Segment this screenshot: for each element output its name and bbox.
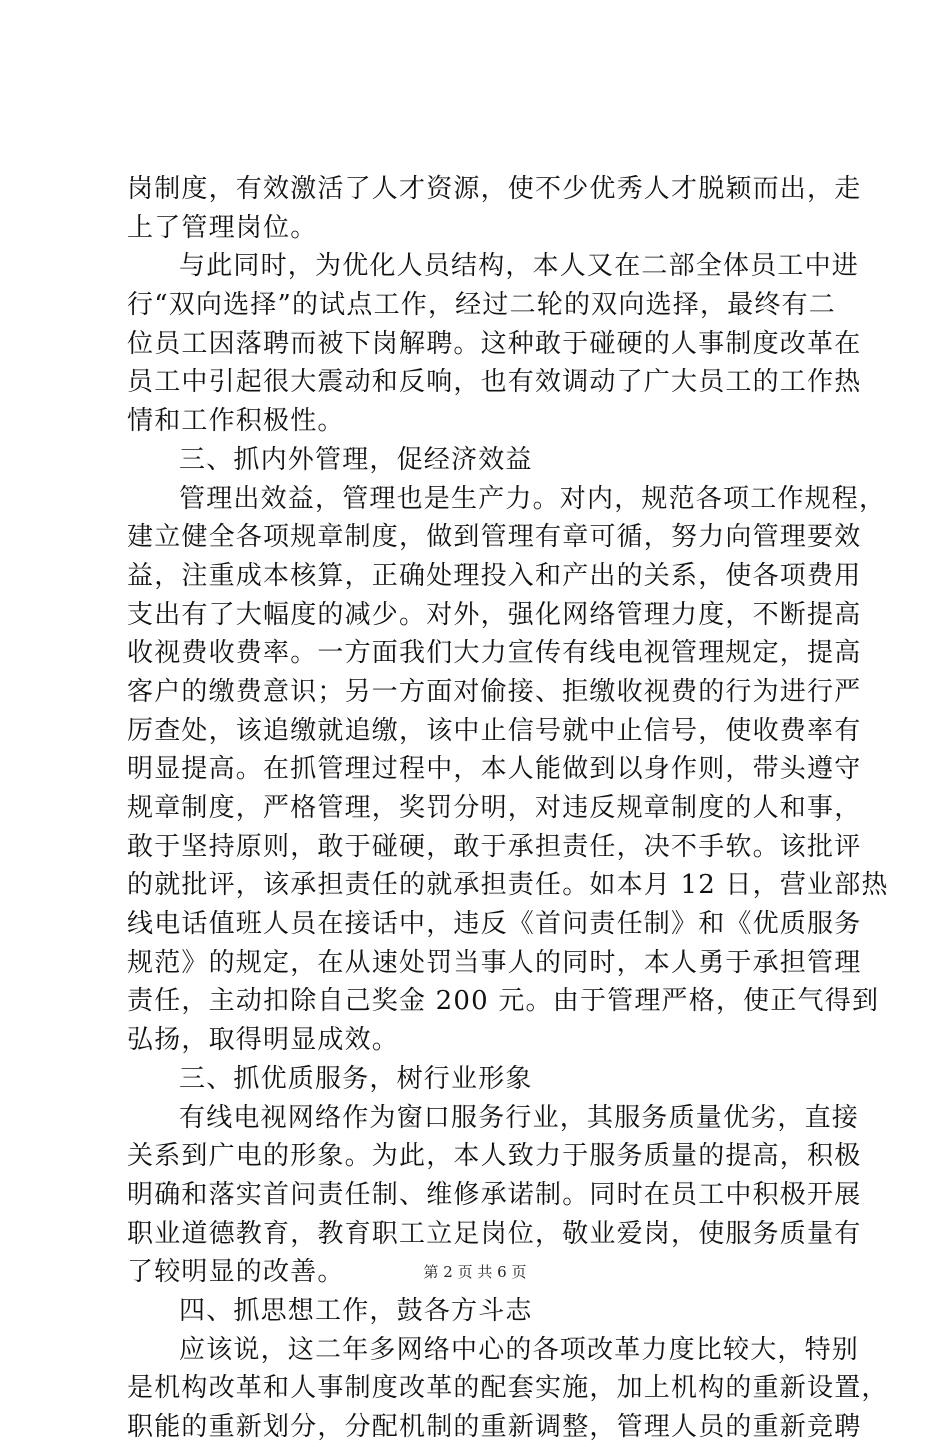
text-line: 上了管理岗位。 bbox=[127, 212, 318, 243]
text-line: 情和工作积极性。 bbox=[127, 406, 345, 437]
text-line: 收视费收费率。一方面我们大力宣传有线电视管理规定，提高 bbox=[127, 638, 862, 669]
text-line: 敢于坚持原则，敢于碰硬，敢于承担责任，决不手软。该批评 bbox=[127, 831, 862, 862]
text-line: 责任，主动扣除自己奖金 200 元。由于管理严格，使正气得到 bbox=[127, 986, 880, 1017]
text-line: 规章制度，严格管理，奖罚分明，对违反规章制度的人和事， bbox=[127, 793, 862, 823]
page-footer: 第 2 页 共 6 页 bbox=[423, 1263, 527, 1281]
text-line: 职业道德教育，教育职工立足岗位，敬业爱岗，使服务质量有 bbox=[127, 1218, 862, 1249]
text-line: 的就批评，该承担责任的就承担责任。如本月 12 日，营业部热 bbox=[127, 870, 889, 901]
text-line: 是机构改革和人事制度改革的配套实施，加上机构的重新设置， bbox=[127, 1373, 889, 1404]
text-line: 三、抓内外管理，促经济效益 bbox=[179, 444, 533, 475]
text-line: 行“双向选择”的试点工作，经过二轮的双向选择，最终有二 bbox=[127, 290, 836, 321]
text-line: 明显提高。在抓管理过程中，本人能做到以身作则，带头遵守 bbox=[127, 754, 862, 785]
text-line: 岗制度，有效激活了人才资源，使不少优秀人才脱颖而出，走 bbox=[127, 174, 862, 204]
text-line: 厉查处，该追缴就追缴，该中止信号就中止信号，使收费率有 bbox=[127, 715, 862, 746]
text-line: 规范》的规定，在从速处罚当事人的同时，本人勇于承担管理 bbox=[127, 947, 862, 978]
text-line: 应该说，这二年多网络中心的各项改革力度比较大，特别 bbox=[179, 1334, 860, 1365]
text-line: 建立健全各项规章制度，做到管理有章可循，努力向管理要效 bbox=[127, 522, 862, 553]
text-line: 位员工因落聘而被下岗解聘。这种敢于碰硬的人事制度改革在 bbox=[127, 328, 862, 359]
text-line: 四、抓思想工作，鼓各方斗志 bbox=[179, 1295, 533, 1326]
text-line: 与此同时，为优化人员结构，本人又在二部全体员工中进 bbox=[179, 251, 860, 282]
text-line: 职能的重新划分，分配机制的重新调整，管理人员的重新竞聘 bbox=[127, 1412, 862, 1442]
text-line: 有线电视网络作为窗口服务行业，其服务质量优劣，直接 bbox=[179, 1102, 860, 1133]
text-line: 关系到广电的形象。为此，本人致力于服务质量的提高，积极 bbox=[127, 1141, 862, 1172]
text-line: 明确和落实首问责任制、维修承诺制。同时在员工中积极开展 bbox=[127, 1179, 862, 1210]
text-line: 支出有了大幅度的减少。对外，强化网络管理力度，不断提高 bbox=[127, 599, 862, 630]
text-line: 员工中引起很大震动和反响，也有效调动了广大员工的工作热 bbox=[127, 367, 862, 398]
text-line: 线电话值班人员在接话中，违反《首问责任制》和《优质服务 bbox=[127, 909, 862, 940]
text-line: 三、抓优质服务，树行业形象 bbox=[179, 1063, 533, 1094]
text-line: 了较明显的改善。 bbox=[127, 1257, 345, 1288]
text-line: 管理出效益，管理也是生产力。对内，规范各项工作规程， bbox=[179, 483, 887, 514]
text-line: 客户的缴费意识；另一方面对偷接、拒缴收视费的行为进行严 bbox=[127, 676, 862, 707]
text-line: 益，注重成本核算，正确处理投入和产出的关系，使各项费用 bbox=[127, 560, 862, 591]
text-line: 弘扬，取得明显成效。 bbox=[127, 1025, 400, 1056]
document-body bbox=[127, 170, 889, 1447]
